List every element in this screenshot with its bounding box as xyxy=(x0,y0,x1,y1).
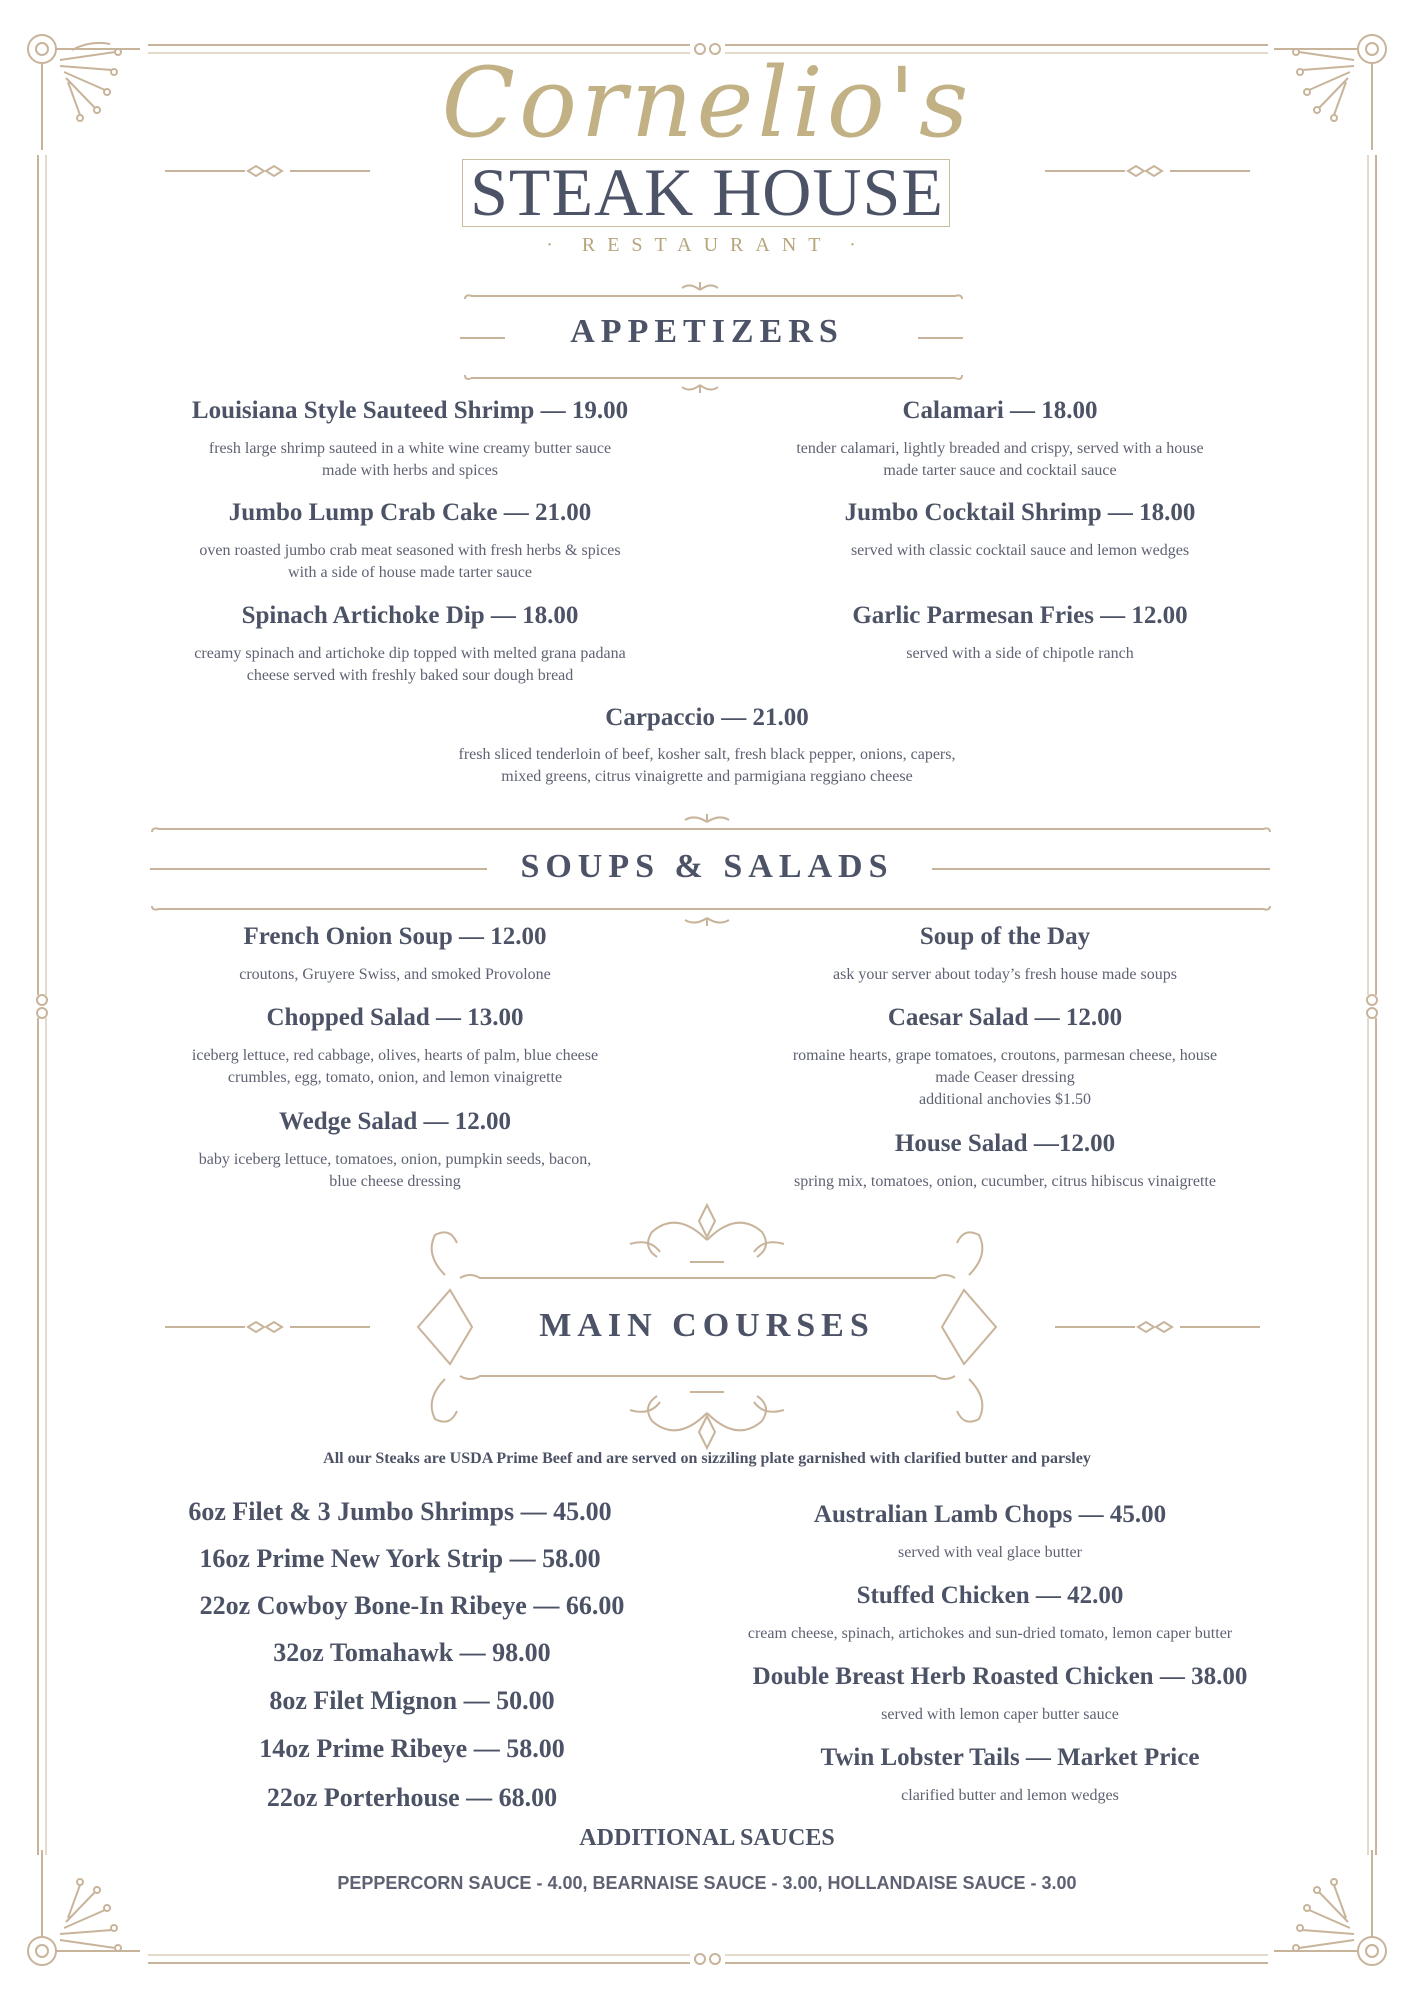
item-description: served with classic cocktail sauce and lemon wedges xyxy=(850,542,1190,559)
menu-item xyxy=(130,922,660,986)
item-description: iceberg lettuce, red cabbage, olives, hearts of palm, blue cheese crumbles, egg, tomato, onion, and lemon vinaigrette xyxy=(191,1047,599,1086)
steak-item: 6oz Filet & 3 Jumbo Shrimps — 45.00 xyxy=(188,1497,612,1526)
brand-main-title: STEAK HOUSE xyxy=(470,154,944,230)
menu-item xyxy=(700,1662,1300,1726)
item-description: cream cheese, spinach, artichokes and sun-dried tomato, lemon caper butter xyxy=(747,1625,1233,1642)
sauces-title: ADDITIONAL SAUCES xyxy=(579,1825,835,1851)
menu-item xyxy=(690,1581,1290,1645)
item-title: Jumbo Lump Crab Cake — 21.00 xyxy=(228,499,592,526)
item-description: clarified butter and lemon wedges xyxy=(901,1787,1119,1804)
menu-item xyxy=(740,396,1260,482)
item-description: served with lemon caper butter sauce xyxy=(881,1706,1119,1723)
item-title: Twin Lobster Tails — Market Price xyxy=(820,1744,1200,1771)
brand-script-name: Cornelio's xyxy=(441,47,973,159)
item-description: fresh large shrimp sauteed in a white wine creamy butter sauce made with herbs and spices xyxy=(208,440,612,479)
brand-subtitle: · RESTAURANT · xyxy=(546,234,868,256)
menu-item xyxy=(140,601,680,687)
menu-item xyxy=(690,1500,1290,1564)
steak-item: 8oz Filet Mignon — 50.00 xyxy=(269,1686,555,1715)
soups-salads-title: SOUPS & SALADS xyxy=(520,848,894,885)
item-title: Calamari — 18.00 xyxy=(902,397,1098,424)
item-title: Australian Lamb Chops — 45.00 xyxy=(813,1501,1167,1528)
item-title: Chopped Salad — 13.00 xyxy=(266,1004,524,1031)
menu-item xyxy=(710,1743,1310,1807)
menu-item xyxy=(140,498,680,584)
item-title: Double Breast Herb Roasted Chicken — 38.00 xyxy=(752,1663,1248,1690)
steak-item: 14oz Prime Ribeye — 58.00 xyxy=(259,1734,565,1763)
steak-item: 22oz Cowboy Bone-In Ribeye — 66.00 xyxy=(199,1591,625,1620)
sauces-list: PEPPERCORN SAUCE - 4.00, BEARNAISE SAUCE - 3.00, HOLLANDAISE SAUCE - 3.00 xyxy=(337,1873,1077,1893)
item-description: tender calamari, lightly breaded and crispy, served with a house made tarter sauce and cocktail sauce xyxy=(796,440,1204,479)
menu-item xyxy=(760,601,1280,665)
item-description: served with a side of chipotle ranch xyxy=(906,645,1134,662)
item-title: Garlic Parmesan Fries — 12.00 xyxy=(852,602,1188,629)
item-title: Jumbo Cocktail Shrimp — 18.00 xyxy=(844,499,1196,526)
menu-item xyxy=(760,498,1280,562)
item-description: oven roasted jumbo crab meat seasoned with fresh herbs & spices with a side of house made tarter sauce xyxy=(199,542,621,581)
main-courses-title: MAIN COURSES xyxy=(539,1307,875,1344)
item-title: French Onion Soup — 12.00 xyxy=(243,923,547,950)
item-title: Caesar Salad — 12.00 xyxy=(887,1004,1123,1031)
item-description: served with veal glace butter xyxy=(898,1544,1082,1561)
item-description: creamy spinach and artichoke dip topped with melted grana padana cheese served with freshly baked sour dough bread xyxy=(194,645,626,684)
item-title: Stuffed Chicken — 42.00 xyxy=(856,1582,1124,1609)
item-description: spring mix, tomatoes, onion, cucumber, citrus hibiscus vinaigrette xyxy=(794,1173,1216,1190)
item-description: romaine hearts, grape tomatoes, croutons, parmesan cheese, house made Ceaser dressing additional anchovies $1.50 xyxy=(792,1047,1218,1108)
item-description: ask your server about today’s fresh house made soups xyxy=(833,966,1177,983)
menu-item xyxy=(740,1129,1270,1193)
item-description: fresh sliced tenderloin of beef, kosher salt, fresh black pepper, onions, capers, mixed greens, citrus vinaigrette and parmigiana reggiano cheese xyxy=(458,746,956,785)
menu-item xyxy=(130,1003,660,1089)
menu-item xyxy=(357,703,1057,788)
menu-item xyxy=(140,396,680,482)
menu-item xyxy=(740,922,1270,986)
steak-item: 16oz Prime New York Strip — 58.00 xyxy=(199,1544,601,1573)
item-description: baby iceberg lettuce, tomatoes, onion, pumpkin seeds, bacon, blue cheese dressing xyxy=(198,1151,592,1190)
item-title: Wedge Salad — 12.00 xyxy=(279,1108,511,1135)
item-description: croutons, Gruyere Swiss, and smoked Provolone xyxy=(239,966,551,983)
appetizers-title: APPETIZERS xyxy=(570,313,844,350)
steak-note: All our Steaks are USDA Prime Beef and are served on sizziling plate garnished with clarified butter and parsley xyxy=(323,1450,1091,1467)
steak-item: 22oz Porterhouse — 68.00 xyxy=(266,1783,558,1812)
item-title: Louisiana Style Sauteed Shrimp — 19.00 xyxy=(191,397,629,424)
menu-item xyxy=(740,1003,1270,1111)
item-title: Carpaccio — 21.00 xyxy=(605,704,809,731)
item-title: House Salad —12.00 xyxy=(894,1130,1116,1157)
steak-item: 32oz Tomahawk — 98.00 xyxy=(273,1638,551,1667)
menu-item xyxy=(130,1107,660,1193)
item-title: Spinach Artichoke Dip — 18.00 xyxy=(241,602,579,629)
item-title: Soup of the Day xyxy=(919,923,1091,950)
